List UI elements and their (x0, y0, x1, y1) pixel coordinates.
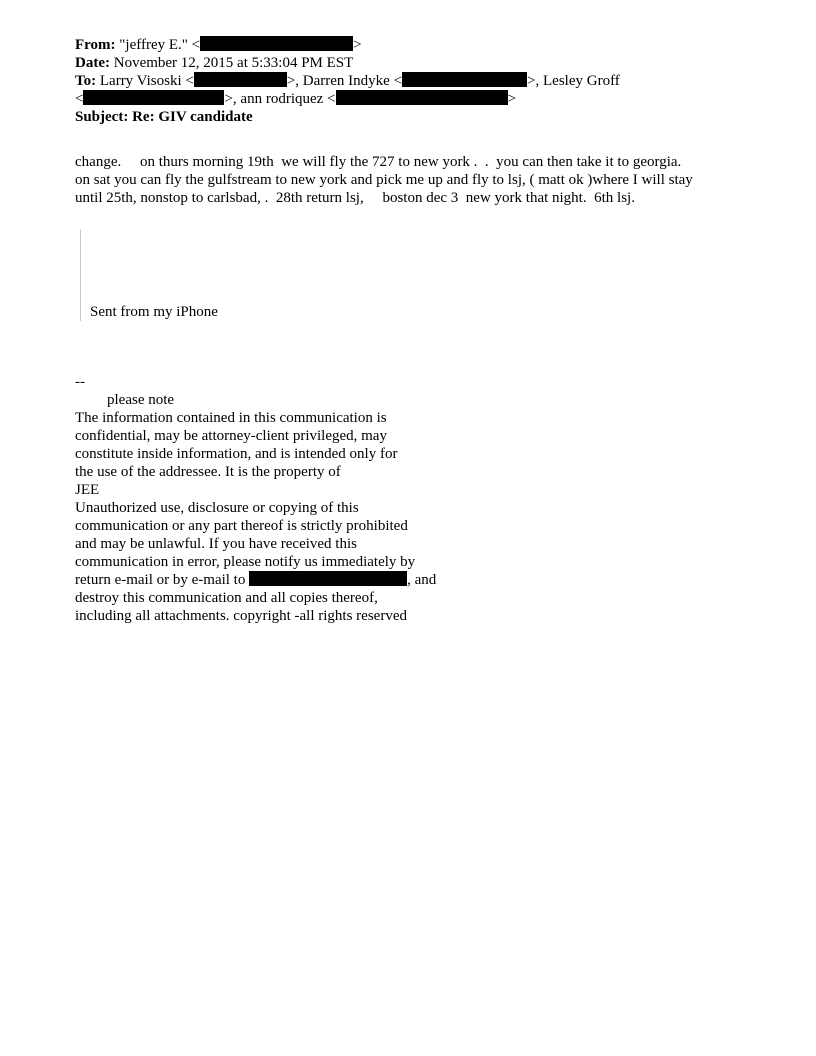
email-signature (75, 373, 775, 625)
date-value: November 12, 2015 at 5:33:04 PM EST (113, 55, 354, 71)
recipient-darren: >, Darren Indyke < (286, 73, 403, 89)
disclaimer-email-prefix: return e-mail or by e-mail to (75, 572, 250, 588)
sent-from-iphone: Sent from my iPhone (90, 304, 218, 320)
from-name: "jeffrey E." < (119, 37, 201, 53)
from-label: From: (75, 37, 116, 53)
to-label: To: (75, 73, 97, 89)
disclaimer-line: The information contained in this communication is (75, 410, 387, 426)
redaction-box (83, 90, 224, 105)
recipient-lesley-open: < (75, 91, 84, 107)
disclaimer-line: communication in error, please notify us immediately by (75, 554, 416, 570)
recipient-larry: Larry Visoski < (99, 73, 194, 89)
recipient-ann-close: > (507, 91, 516, 107)
body-line: until 25th, nonstop to carlsbad, . 28th return lsj, boston dec 3 new york that night. 6th lsj. (75, 190, 635, 206)
disclaimer-line: constitute inside information, and is intended only for (75, 446, 398, 462)
redaction-box (402, 72, 527, 87)
disclaimer-line: and may be unlawful. If you have received this (75, 536, 357, 552)
disclaimer-line: JEE (75, 482, 100, 498)
recipient-lesley: >, Lesley Groff (527, 73, 620, 89)
disclaimer-line: communication or any part thereof is strictly prohibited (75, 518, 408, 534)
please-note: please note (107, 392, 175, 408)
subject-label: Subject: (75, 109, 129, 125)
from-close: > (353, 37, 362, 53)
signature-dashes: -- (75, 374, 85, 390)
quoted-block (80, 229, 775, 321)
disclaimer-email-suffix: , and (407, 572, 437, 588)
redaction-box (336, 90, 508, 105)
from-line (75, 36, 775, 54)
disclaimer-line: Unauthorized use, disclosure or copying of this (75, 500, 359, 516)
disclaimer-line (75, 571, 775, 589)
to-line (75, 72, 775, 90)
subject-value: Re: GIV candidate (132, 109, 253, 125)
date-line (75, 54, 775, 72)
disclaimer-line: destroy this communication and all copies thereof, (75, 590, 378, 606)
subject-line (75, 108, 775, 126)
disclaimer-line: the use of the addressee. It is the property of (75, 464, 341, 480)
body-line: change. on thurs morning 19th we will fly the 727 to new york . . you can then take it to georgia. (75, 154, 682, 170)
redaction-box (194, 72, 287, 87)
to-line-continued (75, 90, 775, 108)
disclaimer-line: including all attachments. copyright -all rights reserved (75, 608, 407, 624)
email-header (75, 36, 775, 126)
email-document (75, 36, 775, 625)
redaction-box (249, 571, 407, 586)
email-body (75, 153, 775, 207)
redaction-box (200, 36, 353, 51)
recipient-ann: >, ann rodriquez < (224, 91, 336, 107)
body-line: on sat you can fly the gulfstream to new york and pick me up and fly to lsj, ( matt ok )where I will stay (75, 172, 693, 188)
date-label: Date: (75, 55, 110, 71)
disclaimer-line: confidential, may be attorney-client privileged, may (75, 428, 387, 444)
